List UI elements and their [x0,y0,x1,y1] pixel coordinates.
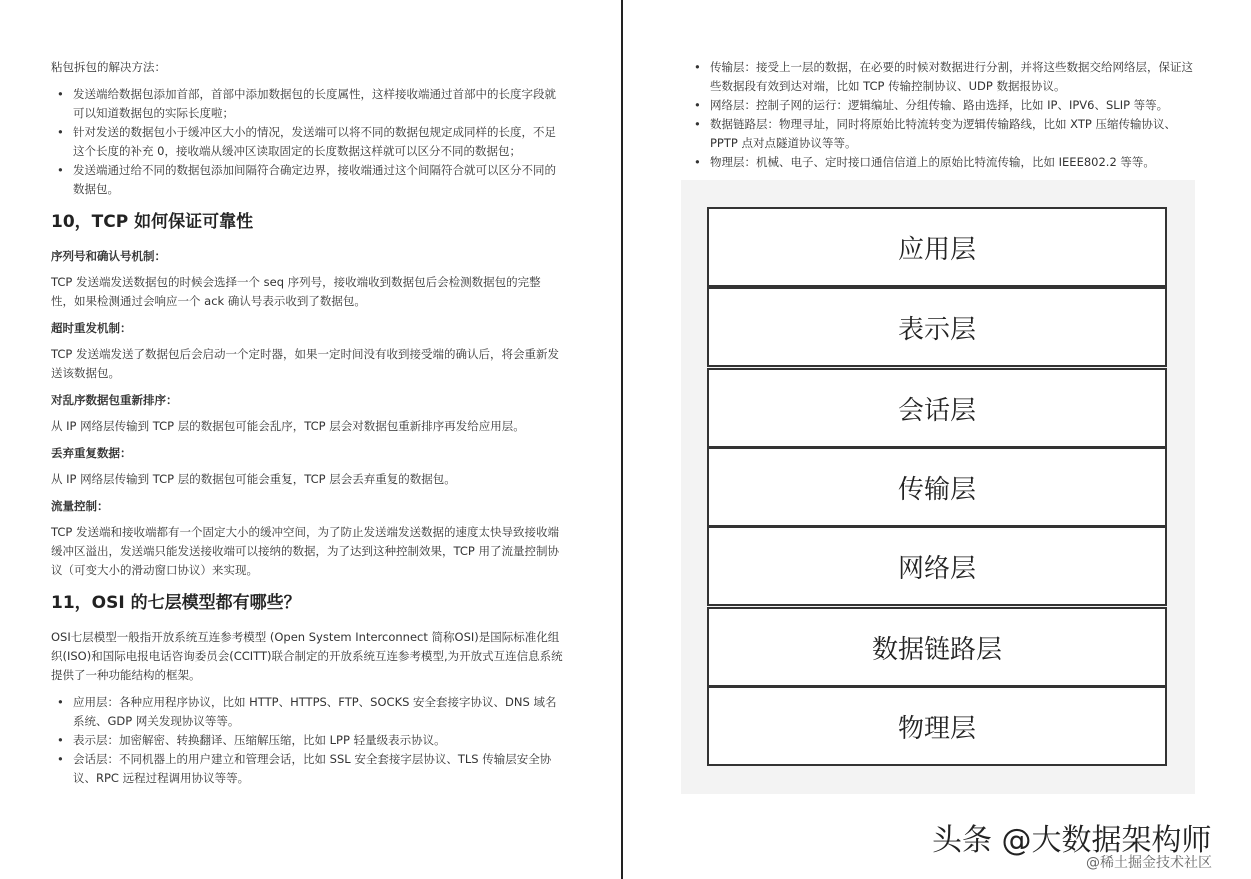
mechanism-label: 对乱序数据包重新排序： [51,393,178,407]
mechanism-label: 超时重发机制： [51,321,132,335]
heading-osi-layers: 11，OSI 的七层模型都有哪些？ [51,593,301,613]
list-item: • 物理层：机械、电子、定时接口通信信道上的原始比特流传输，比如 IEEE802.2 等等。 [688,153,1193,172]
list-item: • 网络层：控制子网的运行：逻辑编址、分组传输、路由选择，比如 IP、IPV6、SLIP 等等。 [688,96,1193,115]
osi-intro: OSI七层模型一般指开放系统互连参考模型 (Open System Interconnect 简称OSI)是国际标准化组织(ISO)和国际电报电话咨询委员会(CCITT)联合制定的开放系统互连参考模型,为开放式互连信息系统提供了一种功能结构的框架。 [51,630,563,682]
mechanism-label: 序列号和确认号机制： [51,249,166,263]
layer-network: 网络层 [707,526,1167,606]
list-item: • 数据链路层：物理寻址，同时将原始比特流转变为逻辑传输路线，比如 XTP 压缩传输协议、PPTP 点对点隧道协议等等。 [688,115,1193,153]
heading-tcp-reliability: 10，TCP 如何保证可靠性 [51,212,254,232]
page-divider [621,0,623,879]
mechanism-body: 从 IP 网络层传输到 TCP 层的数据包可能会重复，TCP 层会丢弃重复的数据包。 [51,472,456,486]
layer-data-link: 数据链路层 [707,607,1167,687]
list-item: • 针对发送的数据包小于缓冲区大小的情况，发送端可以将不同的数据包规定成同样的长度，不足这个长度的补充 0，接收端从缓冲区读取固定的长度数据这样就可以区分不同的数据包； [51,123,563,161]
mechanism-label: 丢弃重复数据： [51,446,132,460]
layer-presentation: 表示层 [707,287,1167,367]
list-item: • 表示层：加密解密、转换翻译、压缩解压缩，比如 LPP 轻量级表示协议。 [51,731,563,750]
osi-list-left [51,693,563,788]
left-page [0,0,622,879]
solutions-intro: 粘包拆包的解决方法： [51,60,166,74]
mechanism-body: TCP 发送端发送数据包的时候会选择一个 seq 序列号，接收端收到数据包后会检测数据包的完整性，如果检测通过会响应一个 ack 确认号表示收到了数据包。 [51,275,541,308]
mechanism-body: TCP 发送端和接收端都有一个固定大小的缓冲空间，为了防止发送端发送数据的速度太快导致接收端缓冲区溢出，发送端只能发送接收端可以接纳的数据，为了达到这种控制效果，TCP 用了流量控制协议（可变大小的滑动窗口协议）来实现。 [51,525,559,577]
layer-transport: 传输层 [707,447,1167,527]
list-item: • 会话层：不同机器上的用户建立和管理会话，比如 SSL 安全套接字层协议、TLS 传输层安全协议、RPC 远程过程调用协议等等。 [51,750,563,788]
osi-layer-diagram [681,180,1195,794]
layer-physical: 物理层 [707,686,1167,766]
list-item: • 应用层：各种应用程序协议，比如 HTTP、HTTPS、FTP、SOCKS 安全套接字协议、DNS 域名系统、GDP 网关发现协议等等。 [51,693,563,731]
right-column [688,58,1193,172]
list-item: • 传输层：接受上一层的数据，在必要的时候对数据进行分割，并将这些数据交给网络层，保证这些数据段有效到达对端，比如 TCP 传输控制协议、UDP 数据报协议。 [688,58,1193,96]
layer-application: 应用层 [707,207,1167,287]
sub-watermark: @稀土掘金技术社区 [1086,855,1212,871]
mechanism-body: 从 IP 网络层传输到 TCP 层的数据包可能会乱序，TCP 层会对数据包重新排序再发给应用层。 [51,419,525,433]
mechanism-label: 流量控制： [51,499,109,513]
watermark: 头条 @大数据架构师 [932,823,1212,858]
list-item: • 发送端给数据包添加首部，首部中添加数据包的长度属性，这样接收端通过首部中的长度字段就可以知道数据包的实际长度啦； [51,85,563,123]
osi-list-right [688,58,1193,172]
layer-session: 会话层 [707,368,1167,448]
solutions-list [51,85,563,199]
left-column [51,58,563,788]
mechanism-body: TCP 发送端发送了数据包后会启动一个定时器，如果一定时间没有收到接受端的确认后，将会重新发送该数据包。 [51,347,559,380]
list-item: • 发送端通过给不同的数据包添加间隔符合确定边界，接收端通过这个间隔符合就可以区分不同的数据包。 [51,161,563,199]
